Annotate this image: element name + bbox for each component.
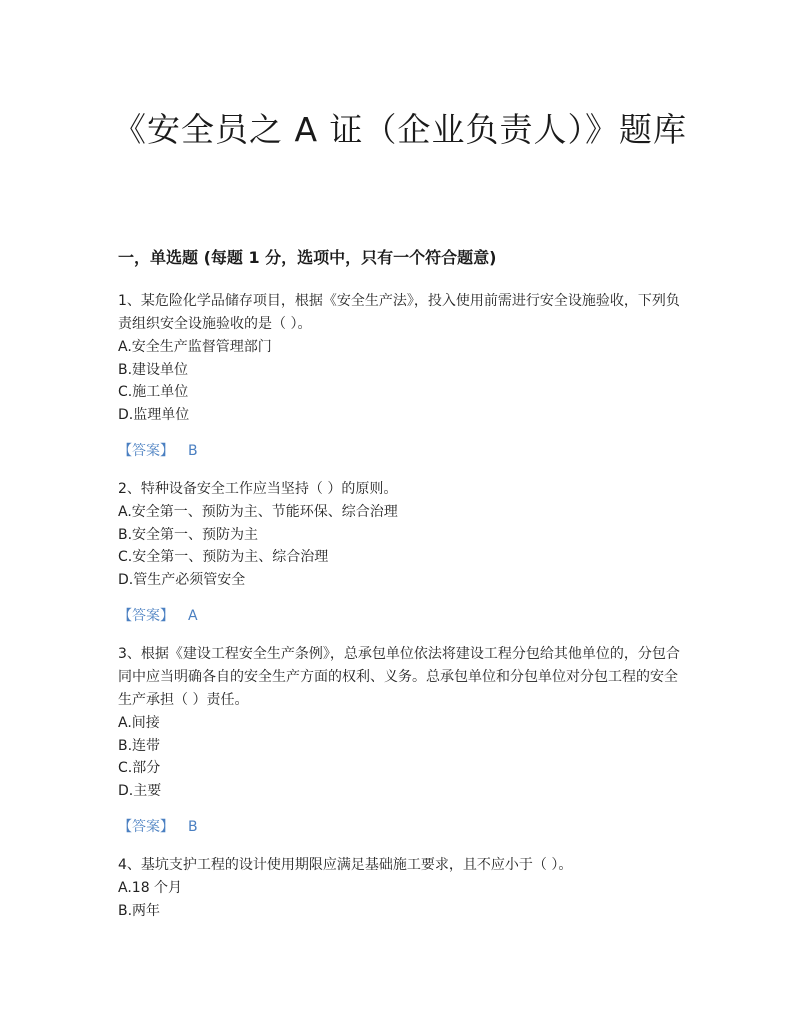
question-2 (118, 478, 683, 627)
option-b: B.连带 (118, 737, 161, 754)
document-title: 《安全员之 A 证（企业负责人）》题库 (112, 110, 688, 149)
answer-line (118, 816, 683, 838)
answer-value: B (188, 819, 198, 835)
option-a: A.间接 (118, 715, 160, 731)
option-c: C.部分 (118, 760, 161, 776)
question-stem: 2、特种设备安全工作应当坚持（ ）的原则。 (118, 481, 398, 497)
answer-label: 【答案】 (118, 608, 174, 624)
option-d: D.管生产必须管安全 (118, 571, 246, 588)
option-b: B.安全第一、预防为主 (118, 526, 259, 543)
question-list (118, 290, 683, 922)
option-a: A.安全生产监督管理部门 (118, 339, 272, 355)
question-stem: 4、基坑支护工程的设计使用期限应满足基础施工要求，且不应小于（ ）。 (118, 857, 573, 873)
option-b: B.两年 (118, 902, 161, 919)
option-b: B.建设单位 (118, 361, 189, 378)
option-a: A.安全第一、预防为主、节能环保、综合治理 (118, 504, 398, 520)
option-c: C.施工单位 (118, 384, 189, 400)
answer-value: B (188, 443, 198, 459)
option-c: C.安全第一、预防为主、综合治理 (118, 549, 329, 565)
question-1 (118, 290, 683, 462)
answer-line (118, 440, 683, 462)
option-a: A.18 个月 (118, 880, 183, 896)
section-heading: 一，单选题 (每题 1 分，选项中，只有一个符合题意) (118, 248, 497, 267)
answer-line (118, 605, 683, 627)
question-3 (118, 643, 683, 838)
option-d: D.监理单位 (118, 406, 190, 423)
answer-label: 【答案】 (118, 819, 174, 835)
answer-value: A (188, 608, 198, 624)
answer-label: 【答案】 (118, 443, 174, 459)
question-4 (118, 854, 683, 922)
question-stem: 1、某危险化学品储存项目，根据《安全生产法》，投入使用前需进行安全设施验收，下列负责组织安全设施验收的是（ ）。 (118, 293, 680, 332)
option-d: D.主要 (118, 782, 162, 799)
question-stem: 3、根据《建设工程安全生产条例》，总承包单位依法将建设工程分包给其他单位的，分包合同中应当明确各自的安全生产方面的权利、义务。总承包单位和分包单位对分包工程的安全生产承担（ ）责任。 (118, 646, 680, 708)
